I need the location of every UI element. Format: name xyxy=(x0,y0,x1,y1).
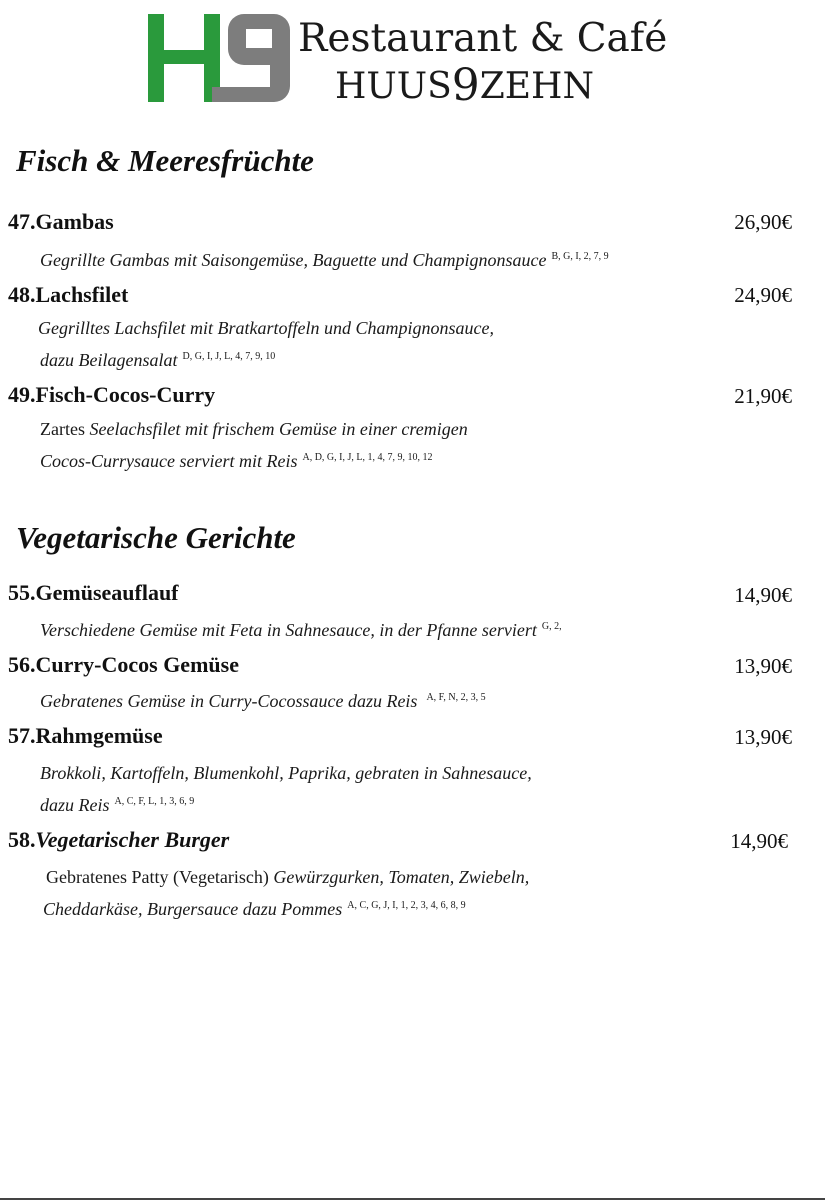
menu-item-name xyxy=(8,209,114,235)
menu-item-description: Cheddarkäse, Burgersauce dazu Pommes $^{A, C, G, J, I, 1, 2, 3, 4, 6, 8, 9}$ xyxy=(43,899,466,919)
allergen-codes: A, C, F, L, 1, 3, 6, 9 xyxy=(114,796,195,807)
menu-item-name xyxy=(8,723,163,749)
menu-item-description: Gegrillte Gambas mit Saisongemüse, Baguette und Champignonsauce $^{B, G, I, 2, 7, 9}$ xyxy=(40,250,609,270)
allergen-codes: G, 2, xyxy=(541,621,562,632)
menu-item-price: 26,90€ xyxy=(734,210,792,234)
header xyxy=(0,0,825,110)
menu-item-price: 13,90€ xyxy=(734,725,792,749)
menu-item-price: 14,90€ xyxy=(730,829,788,853)
menu-item-description: Verschiedene Gemüse mit Feta in Sahnesauce, in der Pfanne serviert $^{G, 2,}$ xyxy=(40,620,562,640)
allergen-codes: A, C, G, J, I, 1, 2, 3, 4, 6, 8, 9 xyxy=(347,900,466,911)
menu-item-description: Cocos-Currysauce serviert mit Reis $^{A, D, G, I, J, L, 1, 4, 7, 9, 10, 12}$ xyxy=(40,451,433,471)
brand-subtitle-suffix: ZEHN xyxy=(479,66,594,107)
menu-item-description: Gebratenes Gemüse in Curry-Cocossauce dazu Reis $^{A, F, N, 2, 3, 5}$ xyxy=(40,691,486,711)
menu-item-description: dazu Beilagensalat $^{D, G, I, J, L, 4, 7, 9, 10}$ xyxy=(40,350,276,370)
brand-subtitle-prefix: HUUS xyxy=(335,66,452,107)
menu-item-description: Zartes Seelachsfilet mit frischem Gemüse in einer cremigen xyxy=(40,419,468,439)
brand-name: Restaurant & Café xyxy=(298,16,668,61)
menu-item-number: 55. xyxy=(8,580,36,605)
menu-item-number: 57. xyxy=(8,723,36,748)
menu-item-title: Gemüseauflauf xyxy=(35,580,179,605)
menu-item-name xyxy=(8,827,229,853)
allergen-codes: A, D, G, I, J, L, 1, 4, 7, 9, 10, 12 xyxy=(302,452,433,463)
menu-item-price: 13,90€ xyxy=(734,654,792,678)
menu-item-number: 48. xyxy=(8,282,36,307)
section-title-fisch: Fisch & Meeresfrüchte xyxy=(16,143,314,178)
menu-item-title: Vegetarischer Burger xyxy=(35,827,230,852)
section-title-vegetarisch: Vegetarische Gerichte xyxy=(16,520,296,555)
menu-item-name xyxy=(8,652,239,678)
menu-item-number: 47. xyxy=(8,209,36,234)
menu-item-number: 58. xyxy=(8,827,36,852)
menu-item-price: 24,90€ xyxy=(734,283,792,307)
menu-item-price: 14,90€ xyxy=(734,583,792,607)
menu-item-number: 56. xyxy=(8,652,36,677)
menu-item-name xyxy=(8,382,215,408)
allergen-codes: D, G, I, J, L, 4, 7, 9, 10 xyxy=(182,351,276,362)
menu-item-title: Fisch-Cocos-Curry xyxy=(35,382,216,407)
menu-item-name xyxy=(8,580,179,606)
allergen-codes: B, G, I, 2, 7, 9 xyxy=(551,251,609,262)
menu-item-title: Curry-Cocos Gemüse xyxy=(35,652,239,677)
menu-item-description: Gegrilltes Lachsfilet mit Bratkartoffeln und Champignonsauce, xyxy=(38,318,494,338)
allergen-codes: A, F, N, 2, 3, 5 xyxy=(426,692,486,703)
menu-item-number: 49. xyxy=(8,382,36,407)
brand-subtitle xyxy=(335,58,594,109)
restaurant-logo-icon xyxy=(146,14,292,104)
menu-item-description: Gebratenes Patty (Vegetarisch) Gewürzgurken, Tomaten, Zwiebeln, xyxy=(46,867,530,887)
menu-item-price: 21,90€ xyxy=(734,384,792,408)
menu-item-title: Lachsfilet xyxy=(35,282,129,307)
brand-subtitle-nine: 9 xyxy=(451,60,480,111)
menu-item-title: Rahmgemüse xyxy=(35,723,163,748)
menu-item-description: Brokkoli, Kartoffeln, Blumenkohl, Paprika, gebraten in Sahnesauce, xyxy=(40,763,532,783)
menu-item-title: Gambas xyxy=(35,209,114,234)
menu-item-description: dazu Reis $^{A, C, F, L, 1, 3, 6, 9}$ xyxy=(40,795,195,815)
menu-item-name xyxy=(8,282,128,308)
